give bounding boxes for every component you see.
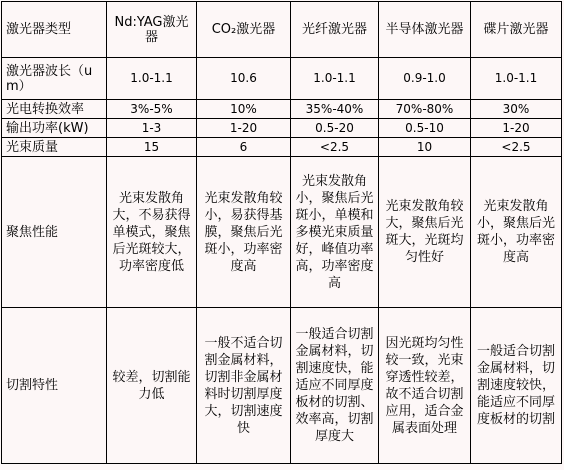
table-cell: 一般适合切割金属材料，切割速度较快，能适应不同厚度板材的切割 xyxy=(471,308,562,464)
header-nd-yag: Nd:YAG激光器 xyxy=(107,2,197,58)
table-cell: 1-20 xyxy=(471,119,562,138)
table-cell: 3%-5% xyxy=(107,100,197,119)
table-cell: 1-3 xyxy=(107,119,197,138)
table-cell: 15 xyxy=(107,138,197,157)
row-label: 切割特性 xyxy=(2,308,107,464)
laser-comparison-table xyxy=(1,1,562,464)
table-cell: 30% xyxy=(471,100,562,119)
table-cell: 6 xyxy=(197,138,291,157)
table-row-beam-quality xyxy=(2,138,562,157)
table-cell: 10% xyxy=(197,100,291,119)
header-fiber: 光纤激光器 xyxy=(291,2,379,58)
header-laser-type: 激光器类型 xyxy=(2,2,107,58)
table-row-wavelength xyxy=(2,58,562,100)
table-cell: <2.5 xyxy=(471,138,562,157)
table-cell: 光束发散角小，聚焦后光斑小，单模和多模光束质量好，峰值功率高，功率密度高 xyxy=(291,157,379,308)
table-cell: 光束发散角较小，易获得基膜，聚焦后光斑小，功率密度高 xyxy=(197,157,291,308)
table-cell: 1.0-1.1 xyxy=(107,58,197,100)
header-semiconductor: 半导体激光器 xyxy=(379,2,471,58)
table-cell: 一般适合切割金属材料，切割速度快，能适应不同厚度板材的切割、效率高，切割厚度大 xyxy=(291,308,379,464)
table-cell: 1-20 xyxy=(197,119,291,138)
table-cell: <2.5 xyxy=(291,138,379,157)
table-cell: 光束发散角大，不易获得单模式，聚焦后光斑较大，功率密度低 xyxy=(107,157,197,308)
table-cell: 10.6 xyxy=(197,58,291,100)
table-row-efficiency xyxy=(2,100,562,119)
table-row-cutting xyxy=(2,308,562,464)
row-label: 光束质量 xyxy=(2,138,107,157)
row-label: 输出功率(kW) xyxy=(2,119,107,138)
table-cell: 一般不适合切割金属材料，切割非金属材料时切割厚度大，切割速度快 xyxy=(197,308,291,464)
table-cell: 1.0-1.1 xyxy=(471,58,562,100)
table-cell: 光束发散角较大，聚焦后光斑大，光斑均匀性好 xyxy=(379,157,471,308)
table-cell: 0.5-20 xyxy=(291,119,379,138)
row-label: 聚焦性能 xyxy=(2,157,107,308)
table-cell: 光束发散角小，聚焦后光斑小，功率密度高 xyxy=(471,157,562,308)
table-row-output-power xyxy=(2,119,562,138)
row-label: 光电转换效率 xyxy=(2,100,107,119)
table-cell: 因光斑均匀性较一致，光束穿透性较差，故不适合切割应用，适合金属表面处理 xyxy=(379,308,471,464)
table-row-focusing xyxy=(2,157,562,308)
row-label: 激光器波长（um） xyxy=(2,58,107,100)
table-cell: 较差，切割能力低 xyxy=(107,308,197,464)
table-cell: 35%-40% xyxy=(291,100,379,119)
table-cell: 0.5-10 xyxy=(379,119,471,138)
header-co2: CO₂激光器 xyxy=(197,2,291,58)
header-disk: 碟片激光器 xyxy=(471,2,562,58)
header-row xyxy=(2,2,562,58)
table-cell: 0.9-1.0 xyxy=(379,58,471,100)
table-cell: 70%-80% xyxy=(379,100,471,119)
table-cell: 1.0-1.1 xyxy=(291,58,379,100)
table-cell: 10 xyxy=(379,138,471,157)
